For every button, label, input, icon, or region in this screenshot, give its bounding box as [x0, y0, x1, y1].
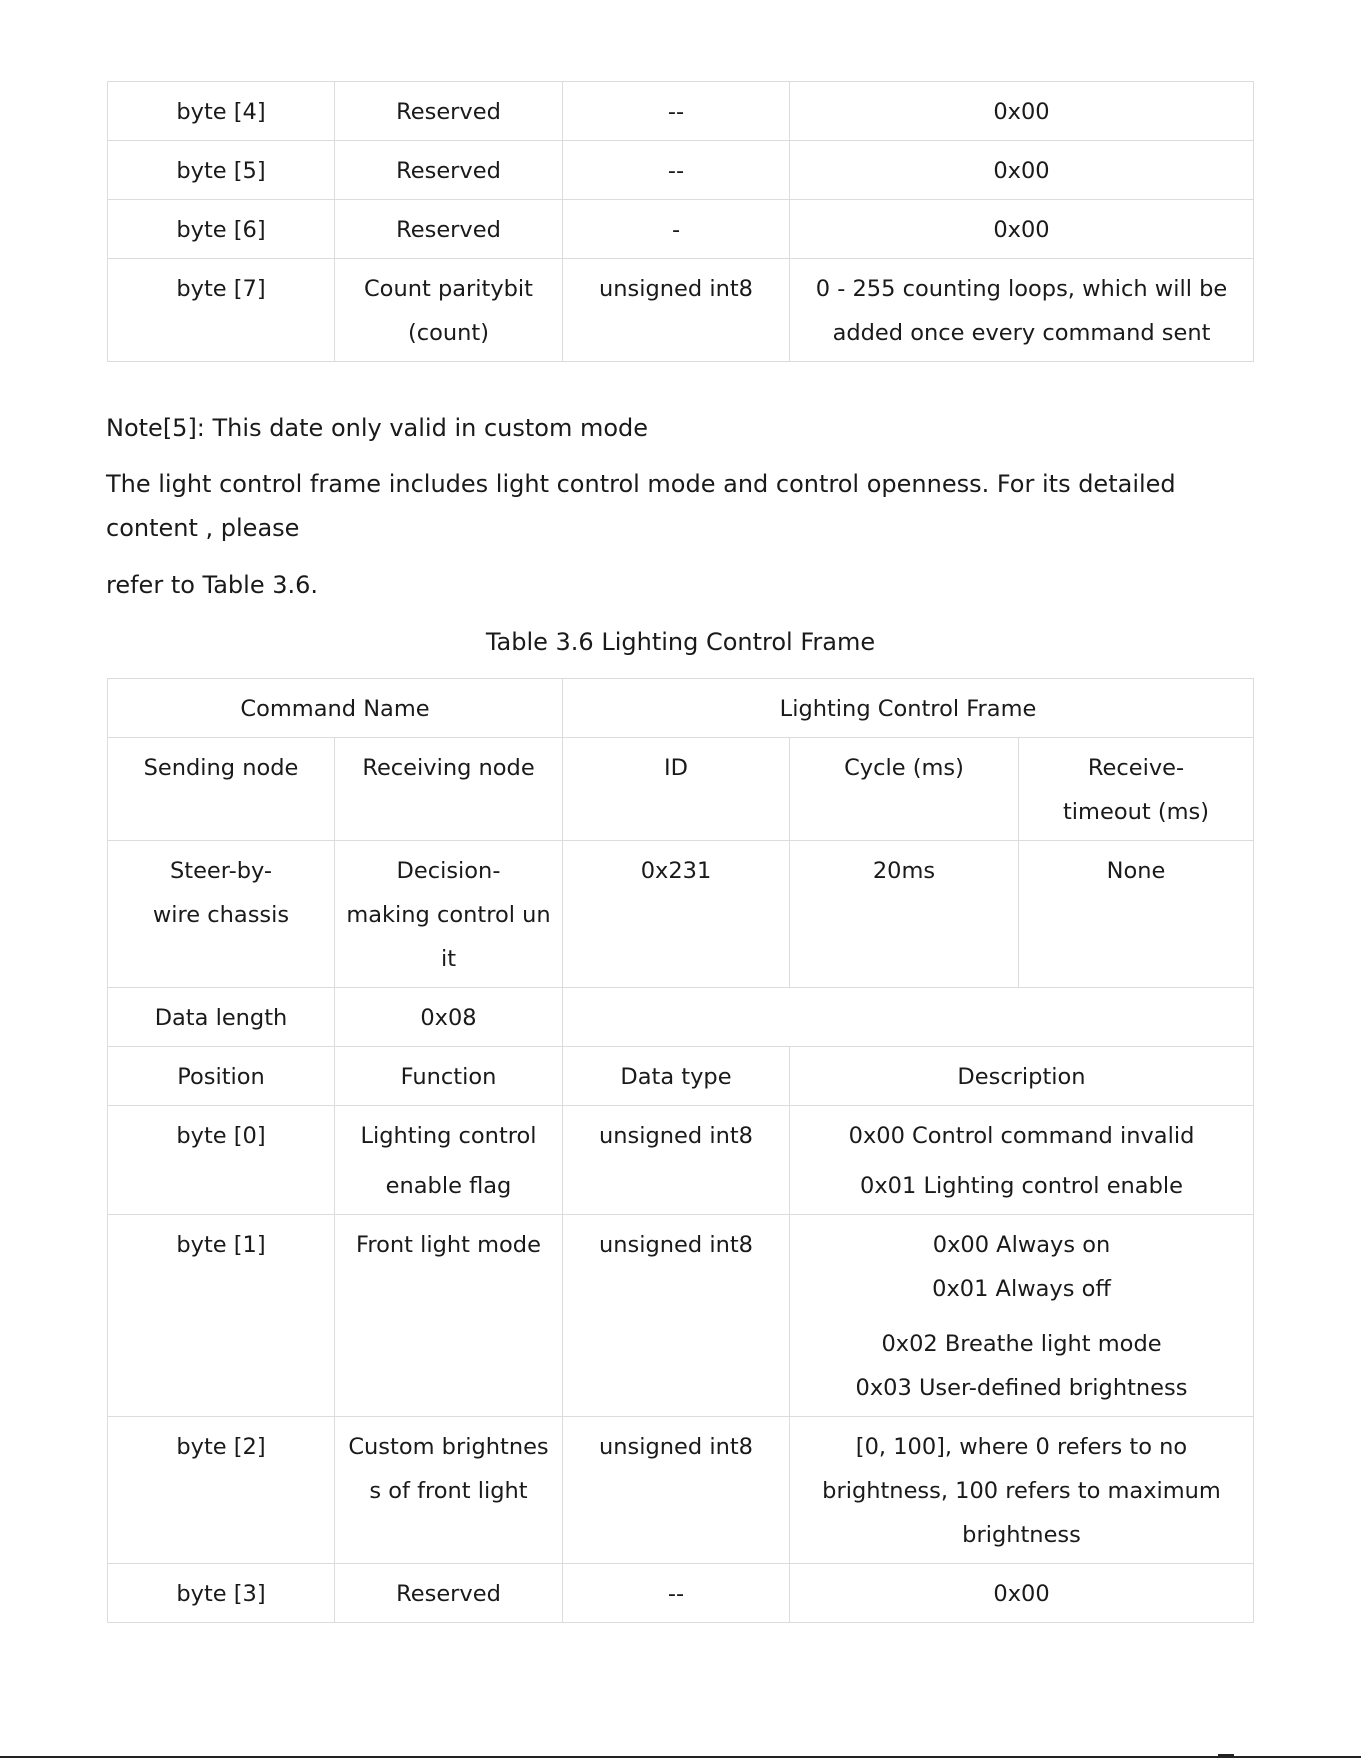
cycle-cell: 20ms [790, 841, 1019, 988]
position-cell: byte [1] [108, 1215, 335, 1417]
data-type-cell: unsigned int8 [563, 1215, 790, 1417]
description-cell: 0x00 Always on 0x01 Always off 0x02 Breathe light mode 0x03 User-defined brightness [790, 1215, 1254, 1417]
description-cell: [0, 100], where 0 refers to no brightness, 100 refers to maximum brightness [790, 1417, 1254, 1564]
table-row [108, 1215, 1254, 1417]
position-cell: byte [7] [108, 259, 335, 362]
data-type-cell: -- [563, 82, 790, 141]
function-cell: Reserved [335, 141, 563, 200]
empty-cell [563, 988, 1254, 1047]
table-row [108, 1106, 1254, 1215]
cycle-header: Cycle (ms) [790, 738, 1019, 841]
description-cell: 0x00 [790, 141, 1254, 200]
data-type-cell: - [563, 200, 790, 259]
description-cell: 0 - 255 counting loops, which will be added once every command sent [790, 259, 1254, 362]
position-cell: byte [3] [108, 1564, 335, 1623]
id-cell: 0x231 [563, 841, 790, 988]
receive-timeout-header: Receive- timeout (ms) [1019, 738, 1254, 841]
table-header-row [108, 738, 1254, 841]
table-row [108, 82, 1254, 141]
receiving-node-header: Receiving node [335, 738, 563, 841]
data-length-label: Data length [108, 988, 335, 1047]
receiving-node-cell: Decision- making control un it [335, 841, 563, 988]
position-cell: byte [0] [108, 1106, 335, 1215]
description-cell: 0x00 [790, 1564, 1254, 1623]
data-type-cell: unsigned int8 [563, 259, 790, 362]
note-text: Note[5]: This date only valid in custom mode [106, 414, 649, 442]
table-row [108, 988, 1254, 1047]
receive-timeout-cell: None [1019, 841, 1254, 988]
page-footer-mark [1218, 1754, 1234, 1756]
table-row [108, 841, 1254, 988]
data-length-value: 0x08 [335, 988, 563, 1047]
description-header: Description [790, 1047, 1254, 1106]
description-cell: 0x00 [790, 200, 1254, 259]
data-type-cell: unsigned int8 [563, 1417, 790, 1564]
function-cell: Reserved [335, 200, 563, 259]
function-cell: Reserved [335, 1564, 563, 1623]
function-cell: Lighting control enable flag [335, 1106, 563, 1215]
description-cell: 0x00 Control command invalid 0x01 Lighting control enable [790, 1106, 1254, 1215]
command-name-label: Command Name [108, 679, 563, 738]
table-row [108, 200, 1254, 259]
id-header: ID [563, 738, 790, 841]
page-footer-rule [0, 1756, 1361, 1758]
function-cell: Front light mode [335, 1215, 563, 1417]
intro-paragraph-continued: refer to Table 3.6. [106, 571, 319, 599]
data-type-cell: -- [563, 141, 790, 200]
sending-node-header: Sending node [108, 738, 335, 841]
byte-table-continuation [107, 81, 1254, 362]
function-cell: Count paritybit (count) [335, 259, 563, 362]
command-name-value: Lighting Control Frame [563, 679, 1254, 738]
function-header: Function [335, 1047, 563, 1106]
table-row [108, 1417, 1254, 1564]
data-type-cell: unsigned int8 [563, 1106, 790, 1215]
function-cell: Reserved [335, 82, 563, 141]
data-type-cell: -- [563, 1564, 790, 1623]
table-row [108, 259, 1254, 362]
function-cell: Custom brightnes s of front light [335, 1417, 563, 1564]
description-cell: 0x00 [790, 82, 1254, 141]
data-type-header: Data type [563, 1047, 790, 1106]
position-cell: byte [4] [108, 82, 335, 141]
position-cell: byte [5] [108, 141, 335, 200]
table-row [108, 1564, 1254, 1623]
position-cell: byte [2] [108, 1417, 335, 1564]
intro-paragraph: The light control frame includes light control mode and control openness. For its detailed content , please [106, 470, 1176, 542]
table-caption: Table 3.6 Lighting Control Frame [485, 628, 876, 656]
position-cell: byte [6] [108, 200, 335, 259]
table-row [108, 679, 1254, 738]
lighting-control-frame-table [107, 678, 1254, 1623]
position-header: Position [108, 1047, 335, 1106]
sending-node-cell: Steer-by- wire chassis [108, 841, 335, 988]
table-header-row [108, 1047, 1254, 1106]
table-row [108, 141, 1254, 200]
